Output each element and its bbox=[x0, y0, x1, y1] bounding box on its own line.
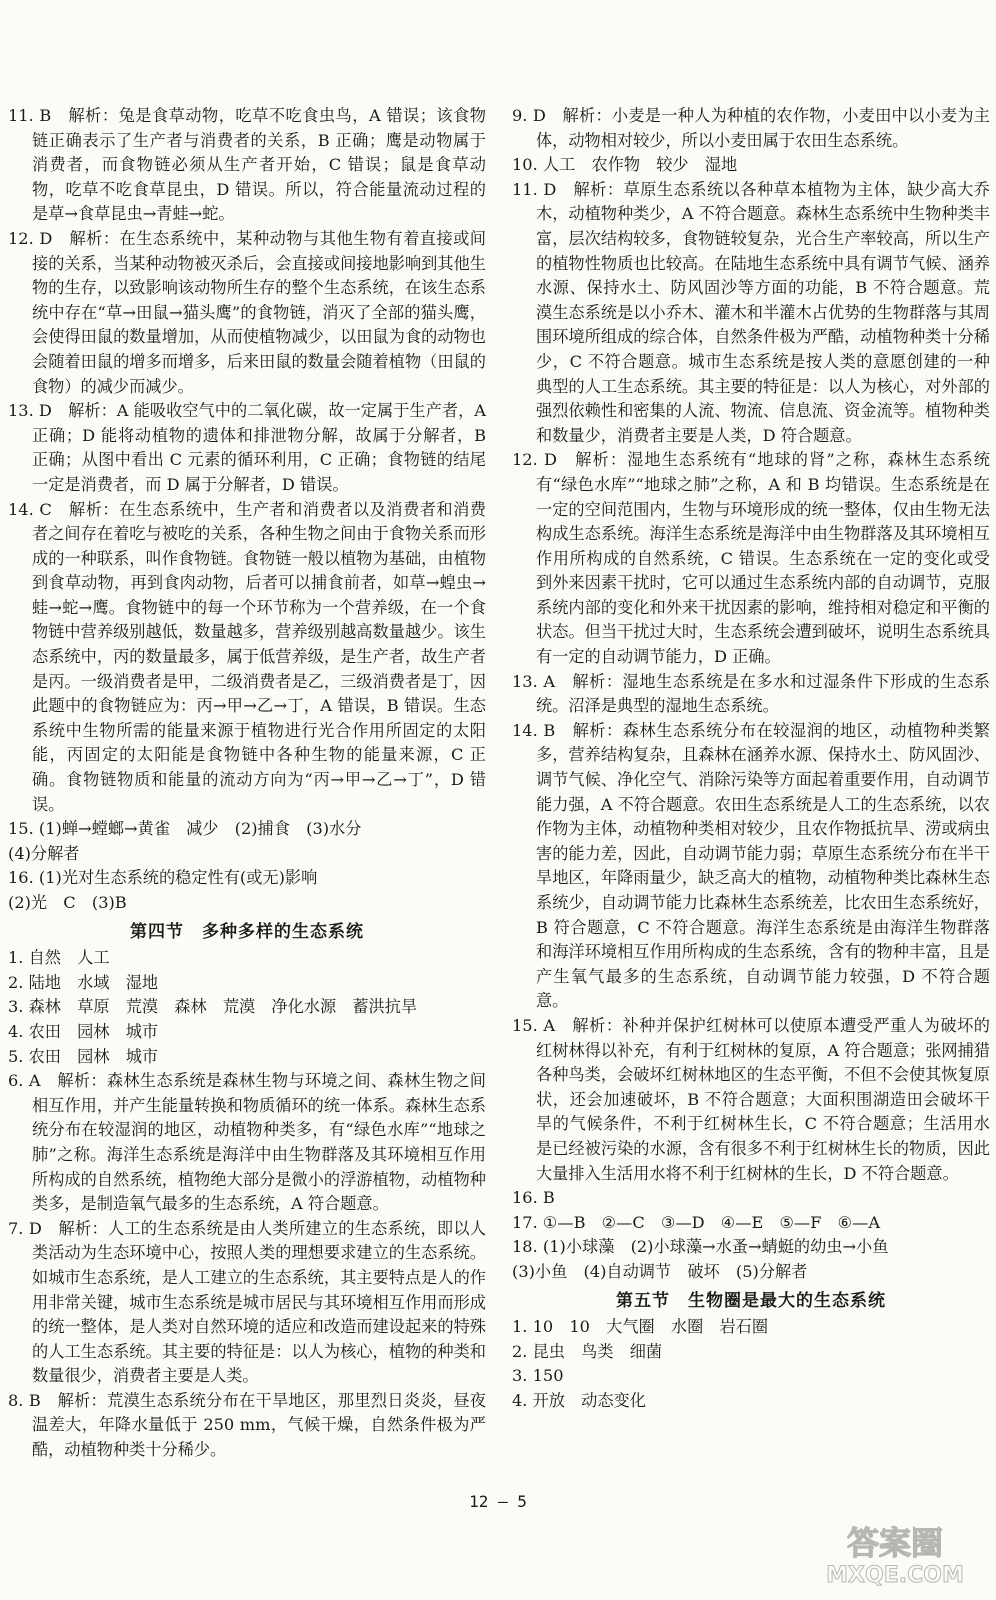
answer-item-4: 4. 农田 园林 城市 bbox=[8, 1021, 159, 1041]
answer-item-r11: 11. D 解析：草原生态系统以各种草本植物为主体，缺少高大乔木，动植物种类少，A 不符合题意。森林生态系统中生物种类丰富，层次结构较多，食物链较复杂，光合生产率较高，所以生产的植物性物质也比较高。在陆地生态系统中具有调节气候、涵养水源、保持水土、防风固沙等方面的功能，B 不符合题意。荒漠生态系统是以小乔木、灌木和半灌木占优势的生物群落与其周围环境所组成的综合体，自然条件极为严酷，动植物种类十分稀少，C 不符合题意。城市生态系统是按人类的意愿创建的一种典型的人工生态系统。其主要的特征是：以人为核心，对外部的强烈依赖性和密集的人流、物流、信息流、资金流等。植物种类和数量少，消费者主要是人类，D 符合题意。 bbox=[512, 179, 990, 445]
answer-item-7: 7. D 解析：人工的生态系统是由人类所建立的生态系统，即以人类活动为生态环境中心，按照人类的理想要求建立的生态系统。如城市生态系统，是人工建立的生态系统，其主要特点是人的作用非常关键，城市生态系统是城市居民与其环境相互作用而形成的统一整体，是人类对自然环境的适应和改造而建设起来的特殊的人工生态系统。其主要的特征是：以人为核心，植物的种类和数量很少，消费者主要是人类。 bbox=[8, 1218, 486, 1386]
answer-item-15: 15. (1)蝉→螳螂→黄雀 减少 (2)捕食 (3)水分 bbox=[8, 819, 362, 839]
answer-item-r17: 17. ①—B ②—C ③—D ④—E ⑤—F ⑥—A bbox=[512, 1212, 881, 1232]
answer-item-11: 11. B 解析：兔是食草动物，吃草不吃食虫鸟，A 错误；该食物链正确表示了生产者与消费者的关系，B 正确；鹰是动物属于消费者，而食物链必须从生产者开始，C 错误；鼠是食草动物，吃草不吃食草昆虫，D 错误。所以，符合能量流动过程的是草→食草昆虫→青蛙→蛇。 bbox=[8, 106, 486, 224]
page-number: 12 — 5 bbox=[469, 1492, 527, 1511]
left-column bbox=[8, 104, 486, 1463]
answer-item-2: 2. 陆地 水域 湿地 bbox=[8, 972, 159, 992]
section-title: 第五节 生物圈是最大的生态系统 bbox=[616, 1290, 886, 1311]
answer-item-r12: 12. D 解析：湿地生态系统有“地球的肾”之称，森林生态系统有“绿色水库”“地球之肺”之称，A 和 B 均错误。生态系统是在一定的空间范围内，生物与环境形成的统一整体，仅由生物无法构成生态系统。海洋生态系统是海洋中由生物群落及其环境相互作用所构成的自然系统，C 错误。生态系统在一定的变化或受到外来因素干扰时，它可以通过生态系统内部的自动调节，克服系统内部的变化和外来干扰因素的影响，维持相对稳定和平衡的状态。但当干扰过大时，生态系统会遭到破坏，说明生态系统具有一定的自动调节能力，D 正确。 bbox=[512, 450, 990, 667]
answer-item-r18b: (3)小鱼 (4)自动调节 破坏 (5)分解者 bbox=[512, 1261, 808, 1281]
answer-item-s3: 3. 150 bbox=[512, 1366, 564, 1386]
answer-item-r9: 9. D 解析：小麦是一种人为种植的农作物，小麦田中以小麦为主体，动物相对较少，所以小麦田属于农田生态系统。 bbox=[512, 106, 990, 150]
answer-item-s1: 1. 10 10 大气圈 水圈 岩石圈 bbox=[512, 1317, 769, 1337]
answer-item-14: 14. C 解析：在生态系统中，生产者和消费者以及消费者和消费者之间存在着吃与被吃的关系，各种生物之间由于食物关系而形成的一种联系，叫作食物链。食物链一般以植物为基础，由植物到食草动物，再到食肉动物，后者可以捕食前者，如草→蝗虫→蛙→蛇→鹰。食物链中的每一个环节称为一个营养级，在一个食物链中营养级别越低，数量越多，营养级别越高数量越少。该生态系统中，丙的数量最多，属于低营养级，是生产者，故生产者是丙。一级消费者是甲，二级消费者是乙，三级消费者是丁，因此题中的食物链应为：丙→甲→乙→丁，A 错误，B 错误。生态系统中生物所需的能量来源于植物进行光合作用所固定的太阳能，丙固定的太阳能是食物链中各种生物的能量来源，C 正确。食物链物质和能量的流动方向为“丙→甲→乙→丁”，D 错误。 bbox=[8, 499, 486, 814]
answer-item-5: 5. 农田 园林 城市 bbox=[8, 1046, 159, 1066]
answer-item-s4: 4. 开放 动态变化 bbox=[512, 1390, 646, 1410]
answer-item-r10: 10. 人工 农作物 较少 湿地 bbox=[512, 155, 738, 175]
answer-item-s2: 2. 昆虫 鸟类 细菌 bbox=[512, 1341, 663, 1361]
answer-item-15b: (4)分解者 bbox=[8, 843, 80, 863]
answer-item-8: 8. B 解析：荒漠生态系统分布在干旱地区，那里烈日炎炎，昼夜温差大，年降水量低于 250 mm，气候干燥，自然条件极为严酷，动植物种类十分稀少。 bbox=[8, 1390, 486, 1460]
section-title: 第四节 多种多样的生态系统 bbox=[130, 921, 364, 942]
answer-item-r14: 14. B 解析：森林生态系统分布在较湿润的地区，动植物种类繁多，营养结构复杂，且森林在涵养水源、保持水土、防风固沙、调节气候、净化空气、消除污染等方面起着重要作用，自动调节能力强，A 不符合题意。农田生态系统是人工的生态系统，以农作物为主体，动植物种类相对较少，且农作物抵抗旱、涝或病虫害的能力差，因此，自动调节能力弱；草原生态系统分布在半干旱地区，年降雨量少，缺乏高大的植物，动植物种类比森林生态系统少，自动调节能力比森林生态系统差，比农田生态系统好，B 符合题意，C 不符合题意。海洋生态系统是由海洋生物群落和海洋环境相互作用所构成的生态系统，含有的物种丰富，且是产生氧气最多的生态系统，自动调节能力较强，D 不符合题意。 bbox=[512, 720, 990, 1011]
answer-item-r16: 16. B bbox=[512, 1188, 555, 1208]
answer-item-16b: (2)光 C (3)B bbox=[8, 893, 127, 912]
watermark-url: MXQE.COM bbox=[826, 1563, 964, 1588]
answer-item-6: 6. A 解析：森林生态系统是森林生物与环境之间、森林生物之间相互作用，并产生能量转换和物质循环的统一体系。森林生态系统分布在较湿润的地区，动植物种类多，有“绿色水库”“地球之肺”之称。海洋生态系统是海洋中由生物群落及其环境相互作用所构成的自然系统，植物绝大部分是微小的浮游植物，动植物种类多，是制造氧气最多的生态系统，A 符合题意。 bbox=[8, 1071, 486, 1214]
answer-item-r18: 18. (1)小球藻 (2)小球藻→水蚤→蜻蜓的幼虫→小鱼 bbox=[512, 1237, 889, 1257]
answer-item-1: 1. 自然 人工 bbox=[8, 948, 110, 968]
answer-item-13: 13. D 解析：A 能吸收空气中的二氧化碳，故一定属于生产者，A 正确；D 能将动植物的遗体和排泄物分解，故属于分解者，B 正确；从图中看出 C 元素的循环利用，C 正确；食物链的结尾一定是消费者，而 D 属于分解者，D 错误。 bbox=[8, 401, 486, 494]
answer-item-r15: 15. A 解析：补种并保护红树林可以使原本遭受严重人为破坏的红树林得以补充，有利于红树林的复原，A 符合题意；张网捕猎各种鸟类，会破坏红树林地区的生态平衡，不但不会使其恢复原状，还会加速破坏，B 不符合题意；大面积围湖造田会破坏干旱的气候条件，不利于红树林生长，C 不符合题意；生活用水是已经被污染的水源，含有很多不利于红树林生长的物质，因此大量排入生活用水将不利于红树林的生长，D 不符合题意。 bbox=[512, 1015, 990, 1183]
answer-item-16: 16. (1)光对生态系统的稳定性有(或无)影响 bbox=[8, 868, 318, 888]
right-column bbox=[512, 104, 990, 1413]
answer-item-12: 12. D 解析：在生态系统中，某种动物与其他生物有着直接或间接的关系，当某种动物被灭杀后，会直接或间接地影响到其他生物的生存，以致影响该动物所生存的整个生态系统，在该生态系统中存在“草→田鼠→猫头鹰”的食物链，消灭了全部的猫头鹰，会使得田鼠的数量增加，从而使植物减少，以田鼠为食的动物也会随着田鼠的增多而增多，后来田鼠的数量会随着植物（田鼠的食物）的减少而减少。 bbox=[8, 228, 486, 396]
answer-item-r13: 13. A 解析：湿地生态系统是在多水和过湿条件下形成的生态系统。沼泽是典型的湿地生态系统。 bbox=[512, 671, 990, 716]
watermark-title: 答案圈 bbox=[846, 1524, 944, 1562]
watermark-logo bbox=[810, 1516, 980, 1588]
answer-item-3: 3. 森林 草原 荒漠 森林 荒漠 净化水源 蓄洪抗旱 bbox=[8, 997, 418, 1017]
